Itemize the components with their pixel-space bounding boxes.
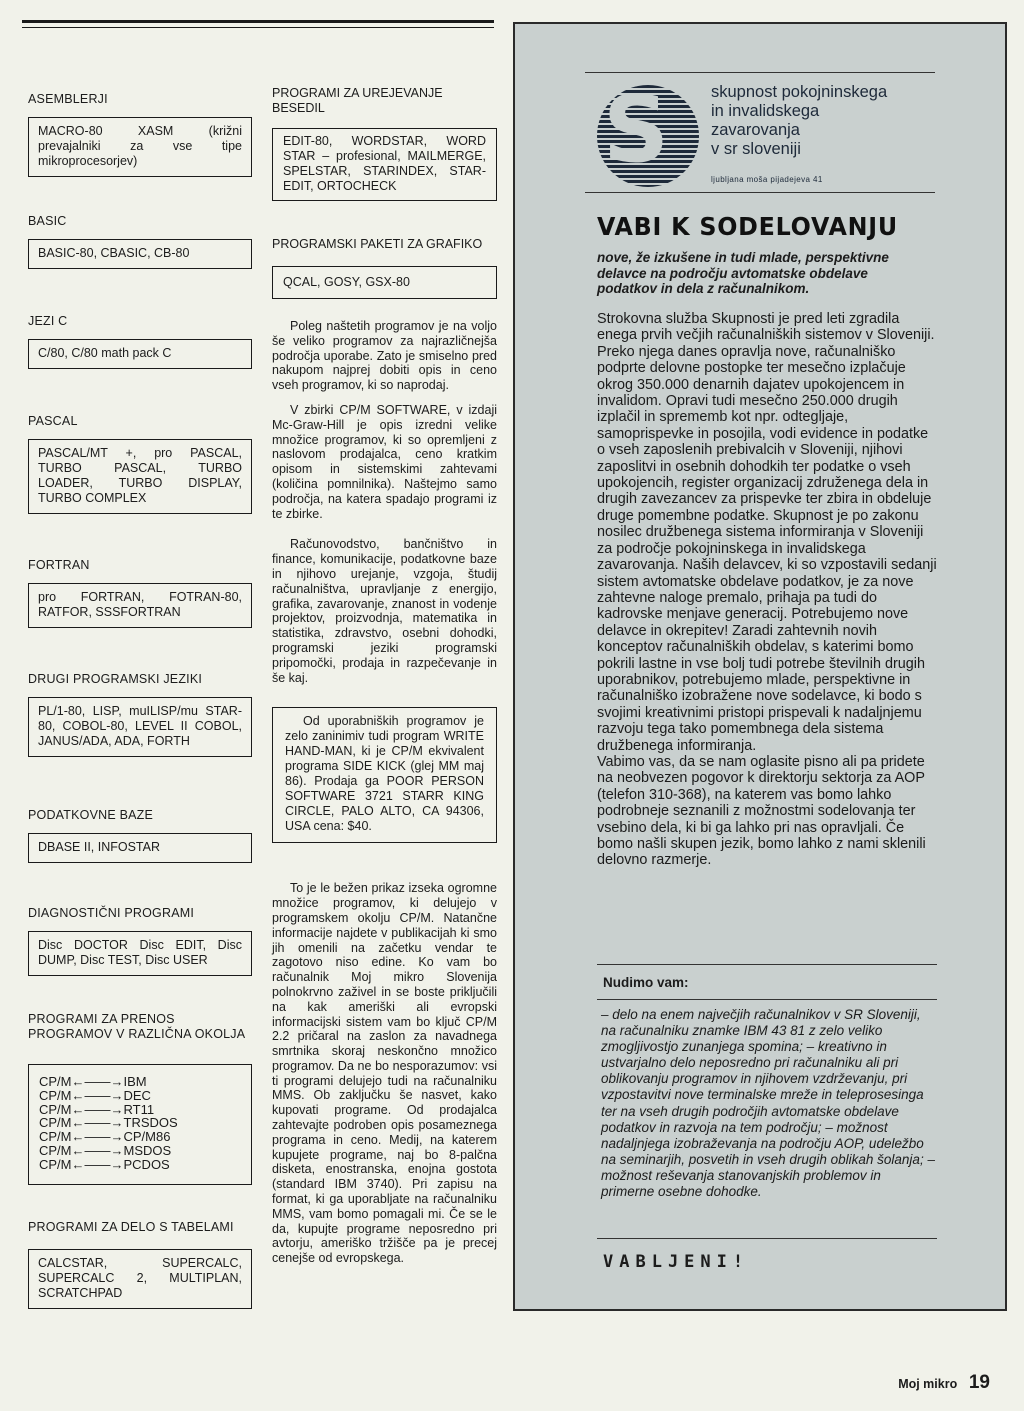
section-fortran [28, 558, 252, 628]
section-box: QCAL, GOSY, GSX-80 [272, 266, 497, 299]
conversion-line: CP/M←——→TRSDOS [39, 1115, 178, 1131]
top-rule-thin [22, 27, 494, 28]
section-box: PL/1-80, LISP, muILISP/mu STAR-80, COBOL-80, LEVEL II COBOL, JANUS/ADA, ADA, FORTH [28, 697, 252, 757]
section-tabele [28, 1220, 252, 1309]
section-box: pro FORTRAN, FOTRAN-80, RATFOR, SSSFORTRAN [28, 583, 252, 628]
conversion-line: CP/M←——→MSDOS [39, 1142, 172, 1158]
section-heading: DIAGNOSTIČNI PROGRAMI [28, 906, 195, 920]
logo [585, 76, 1005, 199]
section-box: PASCAL/MT +, pro PASCAL, TURBO PASCAL, TURBO LOADER, TURBO DISPLAY, TURBO COMPLEX [28, 439, 252, 514]
conversion-line: CP/M←——→DEC [39, 1087, 151, 1103]
logo-text: skupnost pokojninskega in invalidskega zavarovanja v sr sloveniji [711, 83, 888, 158]
section-asemblerji [28, 92, 252, 177]
paragraph: V zbirki CP/M SOFTWARE, v izdaji Mc-Graw-Hill je opis izredni velike množice programov, ki so opremljeni z naslovom prodajalca, ceno kratkim opisom in sistemskimi zahtevami (količina pomnilnika). Naštejmo samo področja, na katera spadajo programi iz te zbirke. [272, 402, 497, 521]
section-heading: PODATKOVNE BAZE [28, 808, 154, 822]
section-heading: FORTRAN [28, 558, 90, 572]
ad-body [597, 311, 937, 869]
section-box: MACRO-80 XASM (križni prevajalniki za vse tipe mikroprocesorjev) [28, 117, 252, 177]
section-heading: DRUGI PROGRAMSKI JEZIKI [28, 672, 203, 686]
section-prenos [28, 1012, 252, 1185]
offer-list: – delo na enem največjih računalnikov v SR Sloveniji, na računalniku znamke IBM 43 81 z zelo veliko zmogljivostjo zunanjega spomina; – kreativno in ustvarjalno delo neposredno pri računalniku ali pri oblikovanju programov in njihovem vzdrževanju, pri vzpostavitvi nove terminalske mreže in teleprosesinga ter na vseh drugih področjih avtomatske obdelave podatkov in razvoja na tem področju; – možnost nadaljnjega izobraževanja na področju AOP, udeležbo na seminarjih, posvetih in vseh drugih oblikah šolanja; – možnost reševanja stanovanjskih problemov in primerne osebne dohodke. [601, 1007, 935, 1200]
rule [585, 72, 935, 73]
middle-column [272, 86, 497, 1266]
section-box: Disc DOCTOR Disc EDIT, Disc DUMP, Disc TEST, Disc USER [28, 931, 252, 976]
section-box [28, 1064, 252, 1185]
conversion-line: CP/M←——→PCDOS [39, 1156, 170, 1172]
address: ljubljana moša pijadejeva 41 [711, 175, 823, 184]
section-heading: PROGRAMI ZA UREJEVANJE BESEDIL [272, 86, 443, 115]
section-drugi-jeziki [28, 672, 252, 757]
section-basic [28, 214, 252, 269]
conversion-line: CP/M←——→CP/M86 [39, 1129, 171, 1145]
rule [585, 192, 935, 193]
top-rule [22, 20, 494, 23]
paragraph: Poleg naštetih programov je na voljo še veliko programov za najrazličnejša področja uporabe. Zato je smiselno pred nakupom najprej dobiti opis in ceno vseh programov, ki so naprodaj. [272, 319, 497, 393]
section-heading: ASEMBLERJI [28, 92, 108, 106]
section-box: EDIT-80, WORDSTAR, WORD STAR – profesional, MAILMERGE, SPELSTAR, STARINDEX, STAR-EDIT, ORTOCHECK [272, 128, 497, 201]
magazine-name: Moj mikro [898, 1377, 958, 1391]
paragraph: Vabimo vas, da se nam oglasite pisno ali pa pridete na neobvezen pogovor k direktorju sektorja za AOP (telefon 310-368), na katerem vas bomo lahko podrobneje seznanili z možnostmi sodelovanja ter vsebino dela, ki bi ga lahko pri nas opravljali. Če bomo našli skupen jezik, bomo lahko z nami sklenili delovno razmerje. [597, 753, 926, 869]
conversion-line: CP/M←——→IBM [39, 1074, 147, 1089]
section-box: DBASE II, INFOSTAR [28, 833, 252, 863]
section-heading: PROGRAMSKI PAKETI ZA GRAFIKO [272, 237, 483, 251]
conversion-line: CP/M←——→RT11 [39, 1101, 155, 1117]
rule [597, 999, 937, 1000]
section-heading: PROGRAMI ZA PRENOS PROGRAMOV V RAZLIČNA OKOLJA [28, 1012, 246, 1041]
info-box: Od uporabniških programov je zelo zaninimiv tudi program WRITE HAND-MAN, ki je CP/M ekvivalent programa SIDE KICK (glej MM maj 86). Prodaja ga POOR PERSON SOFTWARE 3721 STARR KING CIRCLE, PALO ALTO, CA 94306, USA cena: $40. [272, 707, 497, 843]
section-jezi-c [28, 314, 252, 369]
section-heading: JEZI C [28, 314, 68, 328]
paragraph: Računovodstvo, bančništvo in finance, komunikacije, podatkovne baze in njihovo urejanje, vzgoja, študij računalništva, upravljanje z energijo, grafika, zavarovanje, znanost in vodenje projektov, proizvodnja, matematika in statistika, zdravstvo, osebni dohodki, programski jeziki programski pripomočki, prodaja in razpečevanje in še kaj. [272, 537, 497, 685]
section-heading: PROGRAMI ZA DELO S TABELAMI [28, 1220, 234, 1234]
section-heading: BASIC [28, 214, 67, 228]
section-pascal [28, 414, 252, 514]
rule [597, 964, 937, 965]
page-footer [898, 1372, 990, 1394]
closing: VABLJENI! [603, 1252, 750, 1272]
section-box: CALCSTAR, SUPERCALC, SUPERCALC 2, MULTIPLAN, SCRATCHPAD [28, 1249, 252, 1309]
section-box: BASIC-80, CBASIC, CB-80 [28, 239, 252, 269]
logo-letter-icon: S [602, 76, 670, 183]
page-number: 19 [968, 1372, 990, 1393]
section-heading: PASCAL [28, 414, 78, 428]
rule [597, 1238, 937, 1239]
paragraph: To je le bežen prikaz izseka ogromne množice programov, ki delujejo v programskem okolju CP/M. Natančne informacije najdete v publikacijah ki smo jih omenili na začetku vendar te zagotovo niso edine. Ko vam bo računalnik Moj mikro Slovenija polnokrvno zaživel in se boste priključili na kak ameriški ali evropski informacijski sistem vam bo ključ CP/M 2.2 pričaral na zaslon za navadnega smrtnika skoraj neskončno množico programov. Da ne bo nesporazumov: vsi ti programi delujejo tudi na računalniku MMS. Ob zaključku še nasvet, kako kupovati programe. Od prodajalca zahtevajte podroben opis posameznega programa in ceno. Medij, na katerem kupujete programe, naj bo 8-palčna disketa, enostranska, enojna gostota (standard IBM 3740). Pri zapisu na format, ki ga uporabljate na računalniku MMS, vam bomo pomagali mi. Če se le da, kupujte programe neposredno pri avtorju, ameriško tržišče pa je precej cenejše od evropskega. [272, 881, 497, 1266]
ad-subtitle: nove, že izkušene in tudi mlade, perspektivne delavce na področju avtomatske obdelave podatkov in dela z računalnikom. [597, 250, 889, 296]
job-ad-panel [513, 22, 1007, 1311]
offer-heading: Nudimo vam: [603, 975, 689, 990]
section-podatkovne-baze [28, 808, 252, 863]
ad-title: VABI K SODELOVANJU [597, 212, 898, 241]
paragraph: Strokovna služba Skupnosti je pred leti zgradila enega prvih večjih računalniških sistemov v Sloveniji. Preko njega danes opravlja nove, računalniško podprte delovne postopke ter mesečno izplačuje okrog 350.000 denarnih dajatev upokojencem in invalidom. Opravi tudi mesečno 250.000 drugih izplačil in sprememb kot npr. odtegljaje, samoprispevke in posojila, vodi evidence in podatke o vseh zaposlenih prebivalcih v Sloveniji, njihovi zaposlitvi in osebnih dohodkih ter podatke o vseh upokojencih, register organizacij združenega dela in drugih zavezancev za prispevke ter zbira in obdeluje druge pomembne podatke. Skupnost je po zakonu nosilec družbenega sistema informiranja v Sloveniji za področje pokojninskega in invalidskega zavarovanja. Naših delavcev, ki so vzpostavili sedanji sistem avtomatske obdelave podatkov, je za nove zahtevne naloge premalo, prihaja pa tudi do kadrovske menjave generacij. Potrebujemo nove delavce in okrepitev! Zaradi zahtevnih novih konceptov računalniških obdelav, s katerimi bomo pokrili lastne in vse bolj tudi potrebe številnih drugih uporabnikov, potrebujemo mlade, perspektivne in računalniško izobražene nove sodelavce, ki bodo s svojimi kreativnimi pristopi prispevali k nadaljnjemu razvoju tega tako pomembnega dela sistema družbenega informiranja. [597, 311, 937, 754]
section-box: C/80, C/80 math pack C [28, 339, 252, 369]
section-diagnosticni [28, 906, 252, 976]
